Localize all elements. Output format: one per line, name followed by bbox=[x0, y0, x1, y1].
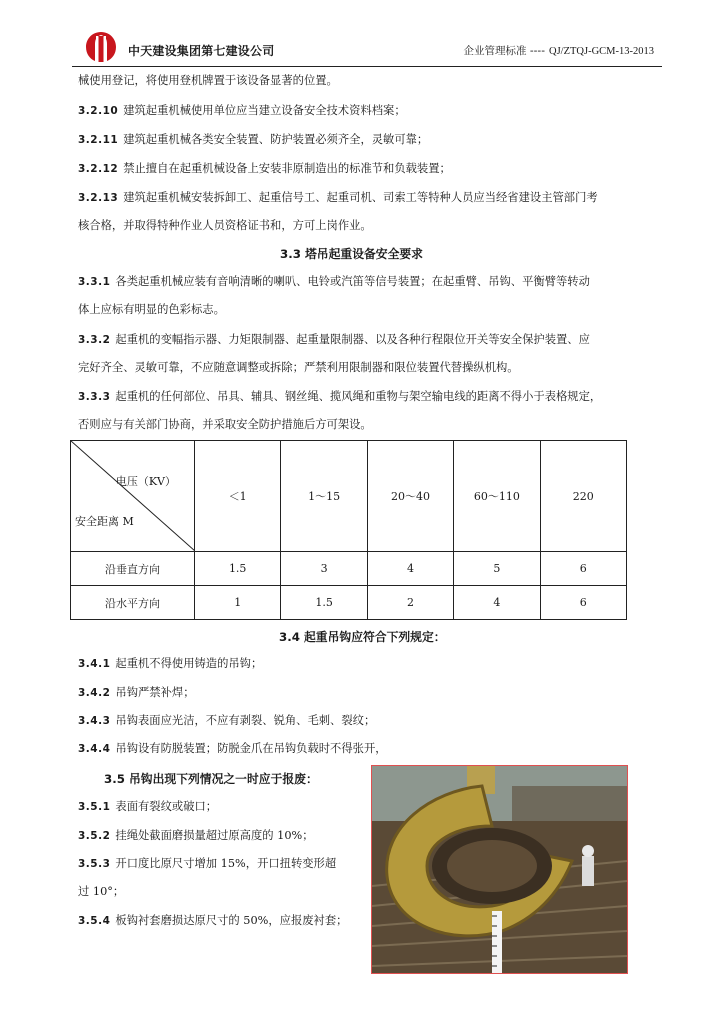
clause-3-3-2-cont: 完好齐全、灵敏可靠，不应随意调整或拆除；严禁利用限制器和限位装置代替操纵机构。 bbox=[78, 361, 519, 374]
table-cell: 3 bbox=[281, 552, 367, 586]
clause-3-4-3 bbox=[78, 713, 375, 729]
distance-header: 安全距离 M bbox=[75, 515, 134, 528]
company-logo-icon bbox=[84, 30, 118, 62]
clause-text: 起重机不得使用铸造的吊钩； bbox=[115, 657, 263, 670]
table-cell: 6 bbox=[540, 552, 626, 586]
clause-3-5-4 bbox=[78, 913, 347, 929]
clause-text: 吊钩表面应光洁，不应有剥裂、锐角、毛刺、裂纹； bbox=[115, 714, 376, 727]
clause-number: 3.5.2 bbox=[78, 830, 111, 842]
clause-number: 3.2.13 bbox=[78, 192, 119, 204]
clause-text: 起重机的变幅指示器、力矩限制器、起重量限制器、以及各种行程限位开关等安全保护装置、应 bbox=[115, 333, 590, 346]
table-cell: 6 bbox=[540, 586, 626, 620]
table-cell: 4 bbox=[454, 586, 540, 620]
clause-number: 3.4.4 bbox=[78, 743, 111, 755]
clause-text: 板钩衬套磨损达原尺寸的 50%，应报废衬套； bbox=[115, 914, 348, 927]
clause-text: 建筑起重机械安装拆卸工、起重信号工、起重司机、司索工等特种人员应当经省建设主管部门考 bbox=[123, 191, 598, 204]
table-cell: 1.5 bbox=[195, 552, 281, 586]
section-3-5-title: 3.5 吊钩出现下列情况之一时应于报废： bbox=[104, 772, 318, 786]
voltage-col: 220 bbox=[540, 441, 626, 552]
clause-3-2-11 bbox=[78, 132, 428, 148]
row-label: 沿水平方向 bbox=[71, 586, 195, 620]
page-header bbox=[72, 28, 662, 67]
table-cell: 5 bbox=[454, 552, 540, 586]
voltage-col: 1～15 bbox=[281, 441, 367, 552]
clause-number: 3.2.11 bbox=[78, 134, 119, 146]
clause-3-5-2 bbox=[78, 828, 314, 844]
voltage-col: ＜1 bbox=[195, 441, 281, 552]
clause-number: 3.3.3 bbox=[78, 391, 111, 403]
voltage-col: 60～110 bbox=[454, 441, 540, 552]
clause-text: 禁止擅自在起重机械设备上安装非原制造出的标准节和负载装置； bbox=[123, 162, 451, 175]
table-row bbox=[71, 552, 627, 586]
table-cell: 4 bbox=[367, 552, 453, 586]
table-corner-cell bbox=[71, 441, 195, 552]
clause-text: 建筑起重机械使用单位应当建立设备安全技术资料档案； bbox=[123, 104, 406, 117]
clause-3-5-3-cont: 过 10°； bbox=[78, 885, 125, 898]
clause-text: 建筑起重机械各类安全装置、防护装置必须齐全，灵敏可靠； bbox=[123, 133, 429, 146]
standard-code: QJ/ZTQJ-GCM-13-2013 bbox=[549, 46, 654, 57]
clause-text: 开口度比原尺寸增加 15%，开口扭转变形超 bbox=[115, 857, 337, 870]
table-cell: 1.5 bbox=[281, 586, 367, 620]
clause-3-3-1-cont: 体上应标有明显的色彩标志。 bbox=[78, 303, 225, 316]
row-label: 沿垂直方向 bbox=[71, 552, 195, 586]
clause-text: 吊钩设有防脱装置；防脱金爪在吊钩负载时不得张开， bbox=[115, 742, 387, 755]
clause-number: 3.3.2 bbox=[78, 334, 111, 346]
clause-number: 3.4.1 bbox=[78, 658, 111, 670]
clause-text: 表面有裂纹或破口； bbox=[115, 800, 218, 813]
table-cell: 2 bbox=[367, 586, 453, 620]
table-header-row bbox=[71, 441, 627, 552]
intro-line: 械使用登记，将使用登机牌置于该设备显著的位置。 bbox=[78, 74, 338, 87]
clause-number: 3.5.1 bbox=[78, 801, 111, 813]
standard-label bbox=[464, 43, 655, 58]
section-3-3-title: 3.3 塔吊起重设备安全要求 bbox=[280, 247, 423, 261]
standard-label-text: 企业管理标准 ---- bbox=[463, 45, 545, 57]
clause-text: 挂绳处截面磨损量超过原高度的 10%； bbox=[115, 829, 314, 842]
clause-3-5-3 bbox=[78, 856, 336, 872]
clause-number: 3.2.12 bbox=[78, 163, 119, 175]
clause-text: 起重机的任何部位、吊具、辅具、钢丝绳、揽风绳和重物与架空输电线的距离不得小于表格规定， bbox=[115, 390, 602, 403]
table-row bbox=[71, 586, 627, 620]
clause-3-4-1 bbox=[78, 656, 262, 672]
diagonal-line bbox=[71, 441, 195, 551]
clause-3-3-3 bbox=[78, 389, 601, 405]
hook-illustration bbox=[372, 766, 627, 973]
clause-3-2-12 bbox=[78, 161, 451, 177]
clause-3-4-2 bbox=[78, 685, 195, 701]
clause-number: 3.5.4 bbox=[78, 915, 111, 927]
clause-text: 吊钩严禁补焊； bbox=[115, 686, 195, 699]
clause-3-2-10 bbox=[78, 103, 406, 119]
clause-text: 各类起重机械应装有音响清晰的喇叭、电铃或汽笛等信号装置；在起重臂、吊钩、平衡臂等转动 bbox=[115, 275, 590, 288]
clause-3-3-1 bbox=[78, 274, 590, 290]
clause-number: 3.3.1 bbox=[78, 276, 111, 288]
clause-3-3-2 bbox=[78, 332, 590, 348]
crane-hook-photo bbox=[371, 765, 628, 974]
section-3-4-title: 3.4 起重吊钩应符合下列规定： bbox=[279, 630, 446, 644]
clause-number: 3.5.3 bbox=[78, 858, 111, 870]
clause-3-2-13-cont: 核合格，并取得特种作业人员资格证书和，方可上岗作业。 bbox=[78, 219, 372, 232]
clause-number: 3.2.10 bbox=[78, 105, 119, 117]
clause-number: 3.4.2 bbox=[78, 687, 111, 699]
clause-3-3-3-cont: 否则应与有关部门协商，并采取安全防护措施后方可架设。 bbox=[78, 418, 372, 431]
clause-3-5-1 bbox=[78, 799, 217, 815]
clause-number: 3.4.3 bbox=[78, 715, 111, 727]
table-cell: 1 bbox=[195, 586, 281, 620]
clause-3-4-4 bbox=[78, 741, 387, 757]
voltage-col: 20～40 bbox=[367, 441, 453, 552]
safety-distance-table bbox=[70, 440, 627, 620]
company-name: 中天建设集团第七建设公司 bbox=[128, 44, 275, 58]
clause-3-2-13 bbox=[78, 190, 598, 206]
voltage-header: 电压（KV） bbox=[115, 475, 176, 488]
